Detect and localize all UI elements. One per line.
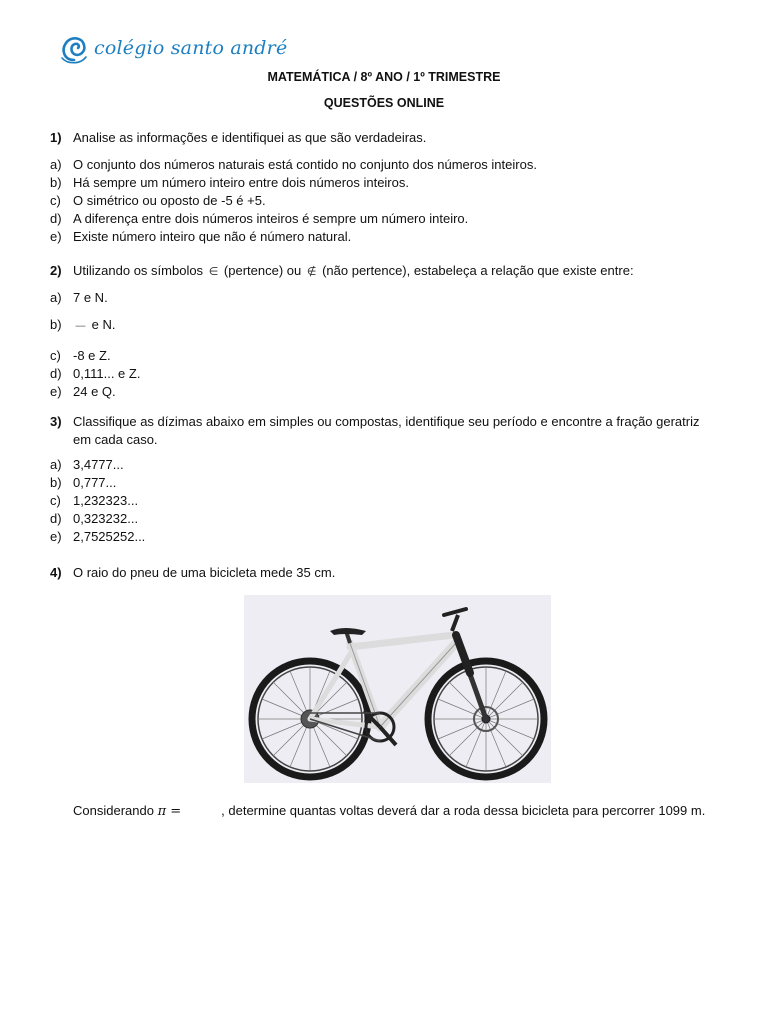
list-item [50,316,710,335]
list-item [50,456,710,474]
fraction-placeholder: — [75,319,86,332]
page-subtitle: QUESTÕES ONLINE [323,96,445,110]
list-item [50,347,710,365]
question-text: Analise as informações e identifiquei as que são verdadeiras. [73,130,427,145]
question-text [73,802,710,821]
list-item [50,192,710,210]
pi-symbol: π = [157,804,182,819]
question-number: 1) [50,130,62,145]
question-number: 4) [50,565,62,580]
question-text: Classifique as dízimas abaixo em simples ou compostas, identifique seu período e encontre a fração geratriz em cada caso. [73,414,700,447]
bicycle-icon [244,595,551,783]
text-fragment: Considerando [73,803,154,818]
item-text: 0,777... [73,475,117,490]
text-fragment: , determine quantas voltas deverá dar a roda dessa bicicleta para percorrer 1099 m. [221,803,706,818]
list-item [50,383,710,401]
item-text: A diferença entre dois números inteiros é sempre um número inteiro. [73,211,469,226]
item-text: 24 e Q. [73,384,116,399]
question-1 [50,129,710,246]
item-text: 2,7525252... [73,529,146,544]
list-item [50,228,710,246]
text-fragment: (pertence) ou [223,263,302,278]
page-title: MATEMÁTICA / 8º ANO / 1º TRIMESTRE [267,70,501,84]
list-item [50,510,710,528]
list-item [50,528,710,546]
handlebar [444,609,466,615]
spiral-logo-icon [58,30,90,66]
not-element-of-symbol: ∉ [306,265,317,278]
school-logo [58,28,287,68]
item-text: 1,232323... [73,493,139,508]
text-fragment: (não pertence), estabeleça a relação que existe entre: [322,263,634,278]
question-text: O raio do pneu de uma bicicleta mede 35 cm. [73,565,336,580]
item-text: Há sempre um número inteiro entre dois números inteiros. [73,175,409,190]
question-4 [50,564,710,582]
item-text: O simétrico ou oposto de -5 é +5. [73,193,266,208]
question-3 [50,413,710,546]
question-2 [50,262,710,401]
list-item [50,289,710,307]
item-text: 3,4777... [73,457,124,472]
item-label: b) [50,475,62,490]
question-number: 2) [50,263,62,278]
item-label: d) [50,366,62,381]
item-text: 7 e N. [73,290,108,305]
item-text: -8 e Z. [73,348,111,363]
element-of-symbol: ∈ [208,265,219,278]
list-item [50,174,710,192]
bicycle-image [244,595,551,783]
item-label: e) [50,384,62,399]
item-text: O conjunto dos números naturais está contido no conjunto dos números inteiros. [73,157,537,172]
question-4-continuation [50,802,710,821]
item-label: b) [50,175,62,190]
item-label: d) [50,211,62,226]
question-text [73,262,710,281]
item-text: Existe número inteiro que não é número natural. [73,229,352,244]
list-item [50,365,710,383]
item-label: a) [50,290,62,305]
list-item [50,474,710,492]
stem [452,615,458,631]
item-label: e) [50,229,62,244]
item-label: c) [50,493,61,508]
logo-text: colégio santo andré [94,37,288,59]
item-label: a) [50,157,62,172]
question-number: 3) [50,414,62,429]
item-text: e N. [91,317,116,332]
saddle [330,628,366,635]
list-item [50,492,710,510]
item-label: a) [50,457,62,472]
list-item [50,210,710,228]
item-label: c) [50,348,61,363]
item-text: 0,111... e Z. [73,366,141,381]
item-label: d) [50,511,62,526]
item-label: b) [50,317,62,332]
text-fragment: Utilizando os símbolos [73,263,204,278]
item-label: c) [50,193,61,208]
item-text: 0,323232... [73,511,139,526]
list-item [50,156,710,174]
item-label: e) [50,529,62,544]
